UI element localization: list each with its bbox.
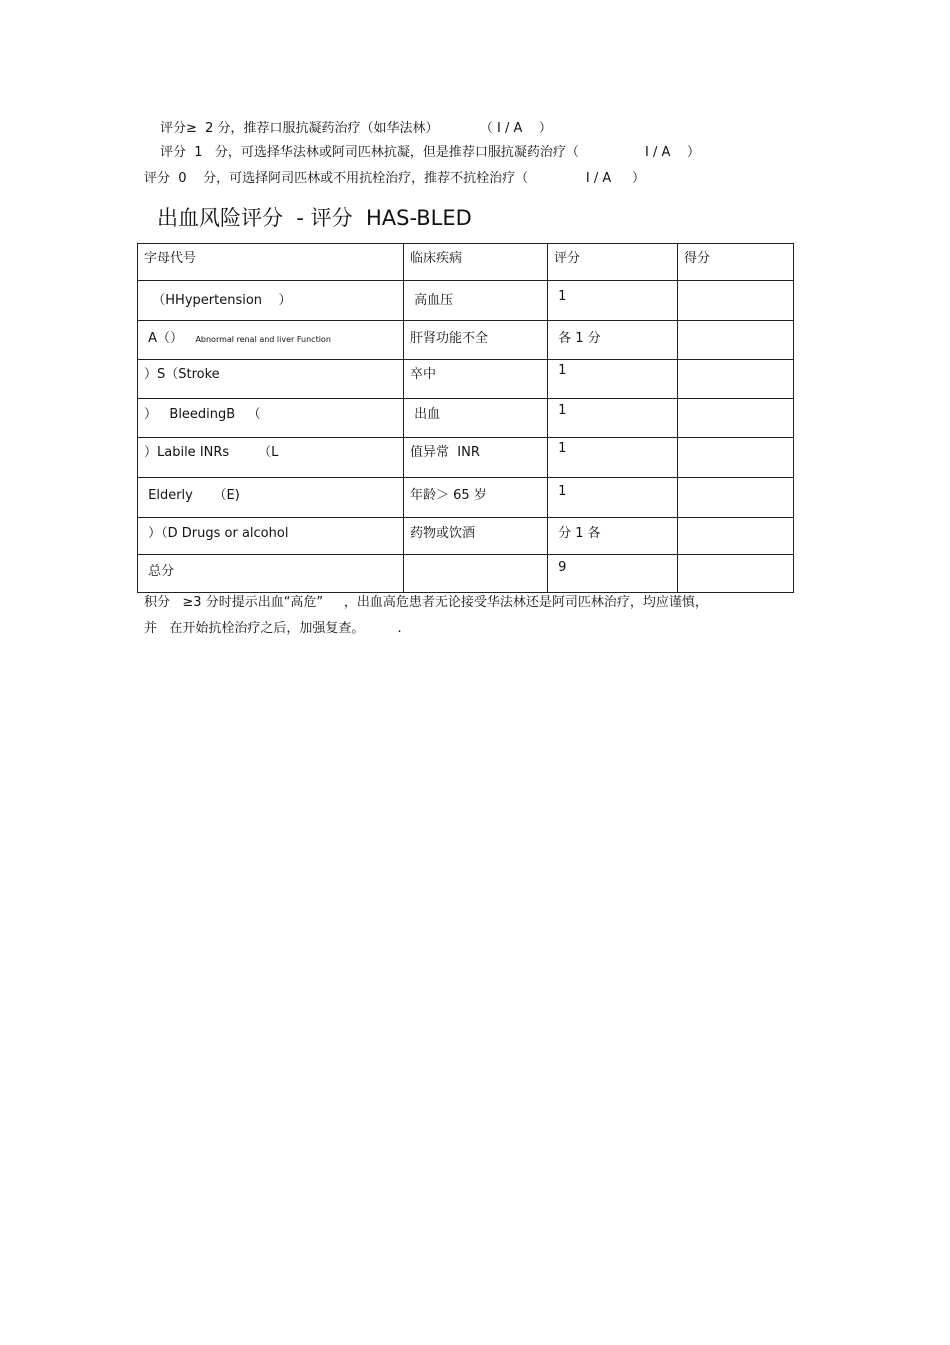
row-code <box>138 321 404 360</box>
row-got <box>678 478 794 518</box>
header-code: 字母代号 <box>138 244 404 281</box>
row-score: 1 <box>548 438 678 478</box>
row-got <box>678 281 794 321</box>
table-row <box>138 281 794 321</box>
note-line-2: 并 在开始抗栓治疗之后，加强复查。 . <box>144 621 402 636</box>
row-got <box>678 321 794 360</box>
row-disease: 药物或饮酒 <box>404 518 548 555</box>
row-code: （HHypertension ） <box>138 281 404 321</box>
row-code: ） BleedingB （ <box>138 399 404 438</box>
row-code: ）（D Drugs or alcohol <box>138 518 404 555</box>
row-code-letter: A（） <box>144 331 184 346</box>
row-disease: 肝肾功能不全 <box>404 321 548 360</box>
row-code: 总分 <box>138 555 404 593</box>
row-got <box>678 555 794 593</box>
row-score: 分 1 各 <box>548 518 678 555</box>
row-got <box>678 399 794 438</box>
row-score: 1 <box>548 360 678 399</box>
row-got <box>678 438 794 478</box>
table-header-row <box>138 244 794 281</box>
row-code: ）Labile INRs （L <box>138 438 404 478</box>
has-bled-table <box>137 243 794 593</box>
header-disease: 临床疾病 <box>404 244 548 281</box>
row-code: ）S（Stroke <box>138 360 404 399</box>
row-code: Elderly （E) <box>138 478 404 518</box>
note-line-1: 积分 ≥3 分时提示出血“高危” ，出血高危患者无论接受华法林还是阿司匹林治疗，均应谨慎， <box>144 595 708 610</box>
section-title: 出血风险评分 - 评分 HAS-BLED <box>157 206 472 230</box>
intro-line-1: 评分≥ 2 分，推荐口服抗凝药治疗（如华法林） （ I / A ） <box>160 121 552 136</box>
table-row <box>138 555 794 593</box>
row-disease: 值异常 INR <box>404 438 548 478</box>
row-disease: 年龄＞ 65 岁 <box>404 478 548 518</box>
row-disease: 高血压 <box>404 281 548 321</box>
table-row <box>138 399 794 438</box>
row-score: 1 <box>548 281 678 321</box>
row-score: 9 <box>548 555 678 593</box>
table-row <box>138 438 794 478</box>
row-score: 1 <box>548 399 678 438</box>
header-got: 得分 <box>678 244 794 281</box>
row-got <box>678 518 794 555</box>
row-disease <box>404 555 548 593</box>
row-score: 各 1 分 <box>548 321 678 360</box>
table-row <box>138 321 794 360</box>
header-score: 评分 <box>548 244 678 281</box>
intro-line-3: 评分 0 分，可选择阿司匹林或不用抗栓治疗，推荐不抗栓治疗（ I / A ） <box>144 171 645 186</box>
row-disease: 卒中 <box>404 360 548 399</box>
table-row <box>138 360 794 399</box>
table-row <box>138 518 794 555</box>
intro-line-2: 评分 1 分，可选择华法林或阿司匹林抗凝，但是推荐口服抗凝药治疗（ I / A ） <box>160 145 700 160</box>
table-row <box>138 478 794 518</box>
row-score: 1 <box>548 478 678 518</box>
row-disease: 出血 <box>404 399 548 438</box>
row-code-small: Abnormal renal and liver Function <box>195 335 331 344</box>
row-got <box>678 360 794 399</box>
